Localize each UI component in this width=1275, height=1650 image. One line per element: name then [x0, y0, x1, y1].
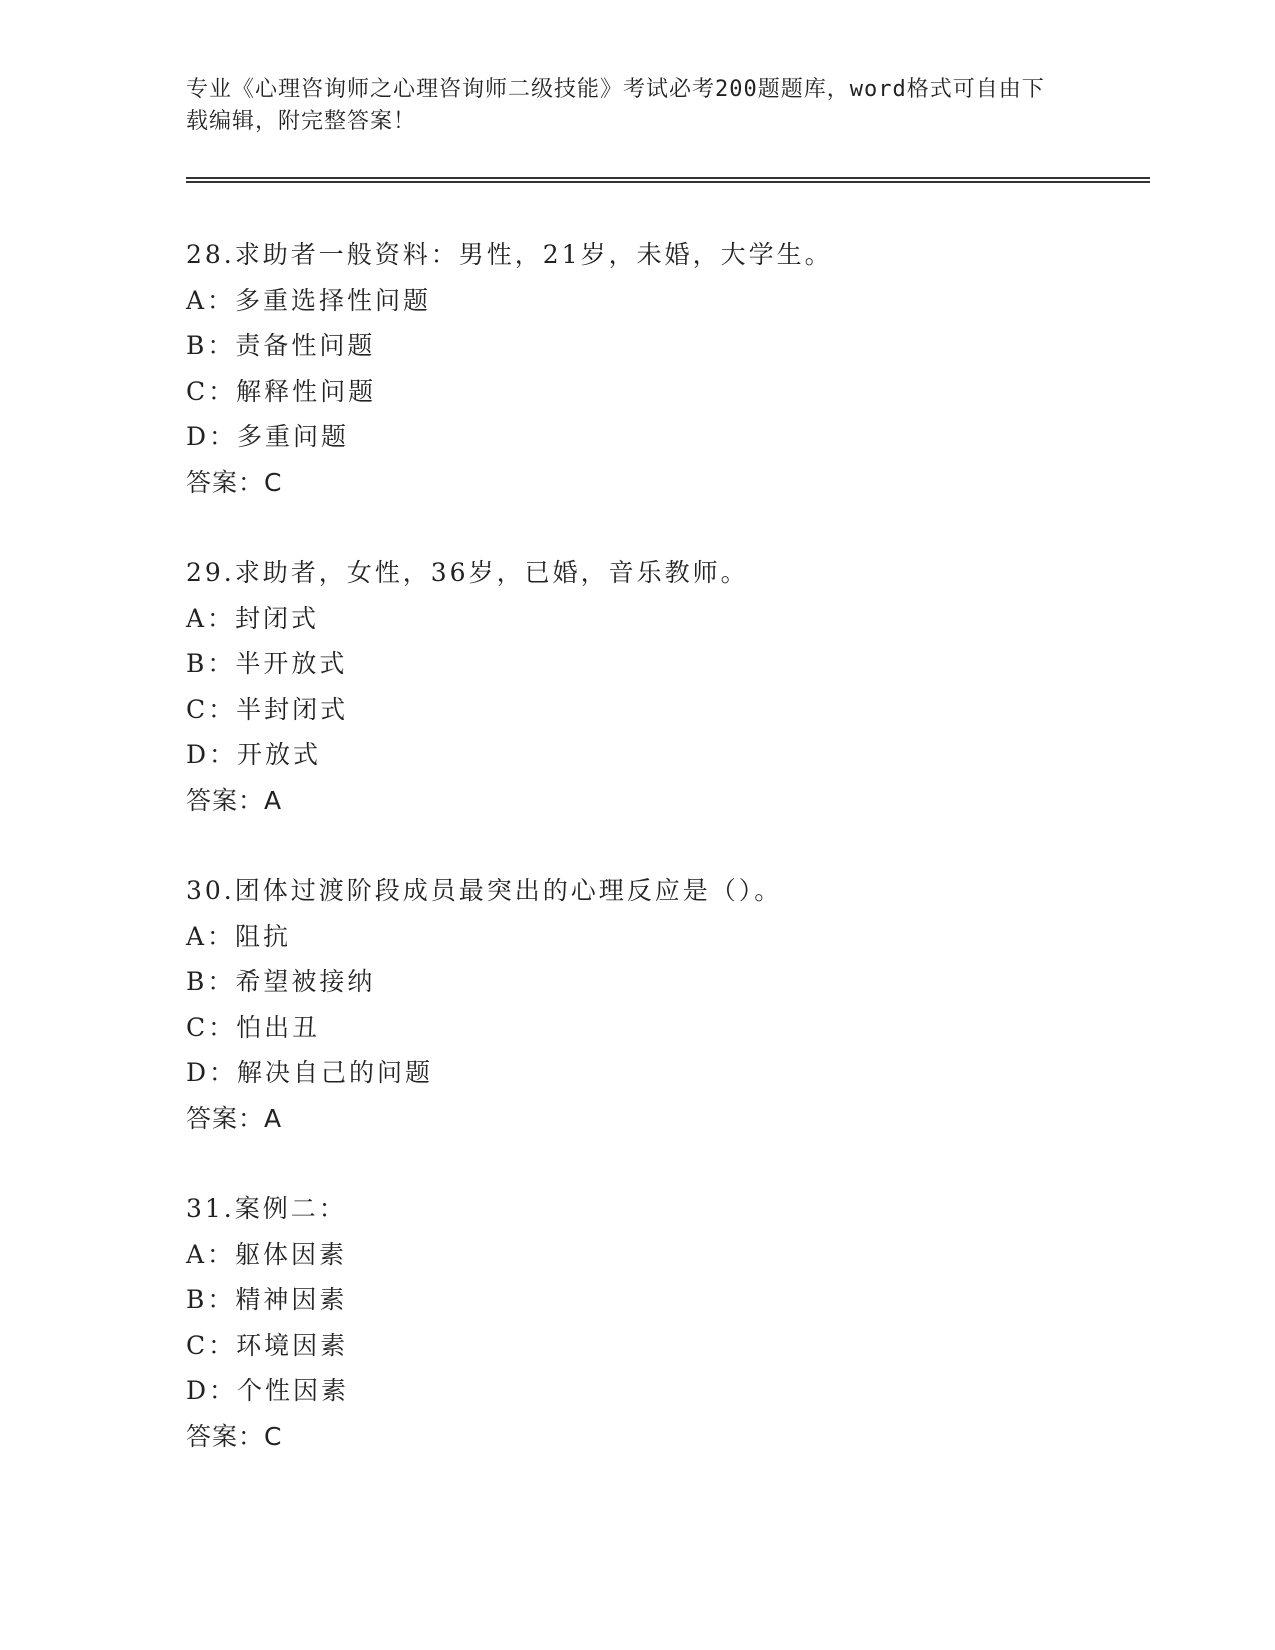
- option-a: A：阻抗: [186, 921, 292, 951]
- option-b: B：责备性问题: [186, 331, 376, 360]
- option-a: A：多重选择性问题: [186, 285, 432, 315]
- option-b: B：半开放式: [186, 649, 348, 678]
- question-stem: 29.求助者，女性，36岁，已婚，音乐教师。: [186, 558, 749, 587]
- option-d: D：个性因素: [186, 1376, 350, 1405]
- option-a: A：躯体因素: [186, 1239, 348, 1269]
- option-c: C：解释性问题: [186, 376, 377, 406]
- question-stem: 28.求助者一般资料：男性，21岁，未婚，大学生。: [186, 240, 833, 269]
- option-a: A：封闭式: [186, 603, 320, 633]
- question-31: [186, 1186, 1150, 1459]
- question-29: [186, 550, 1150, 823]
- question-28: [186, 232, 1150, 505]
- answer-line: 答案：A: [186, 785, 283, 815]
- option-d: D：开放式: [186, 740, 322, 769]
- question-stem: 30.团体过渡阶段成员最突出的心理反应是（）。: [186, 876, 783, 905]
- answer-line: 答案：A: [186, 1103, 283, 1133]
- option-d: D：多重问题: [186, 422, 350, 451]
- answer-line: 答案：C: [186, 467, 283, 497]
- option-d: D：解决自己的问题: [186, 1058, 434, 1087]
- document-header-text: 专业《心理咨询师之心理咨询师二级技能》考试必考200题题库，word格式可自由下载编辑，附完整答案！: [186, 77, 1045, 134]
- option-c: C：环境因素: [186, 1330, 349, 1360]
- header-divider-bottom: [186, 181, 1150, 183]
- option-b: B：希望被接纳: [186, 967, 376, 996]
- answer-line: 答案：C: [186, 1421, 283, 1451]
- question-stem: 31.案例二：: [186, 1194, 347, 1223]
- header-divider-top: [186, 177, 1150, 179]
- question-30: [186, 868, 1150, 1141]
- option-b: B：精神因素: [186, 1285, 348, 1314]
- option-c: C：半封闭式: [186, 694, 349, 724]
- option-c: C：怕出丑: [186, 1012, 321, 1042]
